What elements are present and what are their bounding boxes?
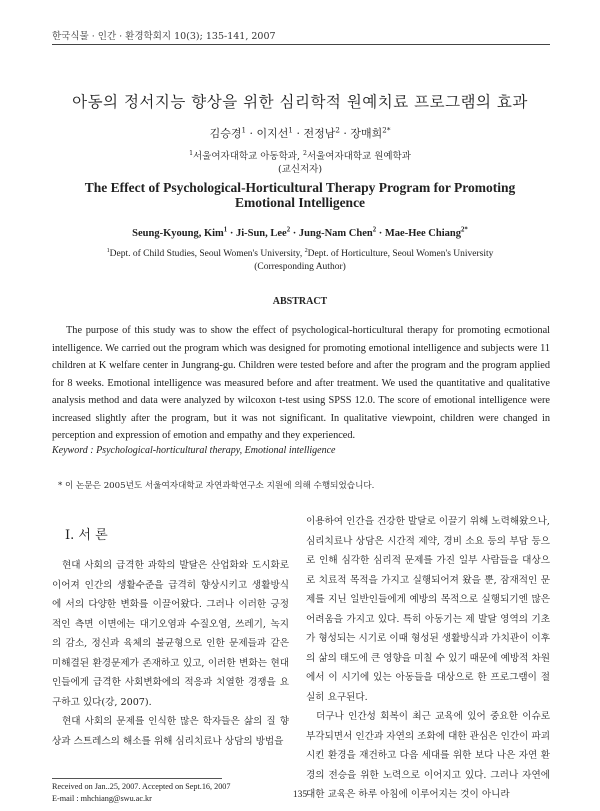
abstract-text: The purpose of this study was to show the effect of psychological-horticultural therapy for promoting ecmotional intelligence. We carried out the program which was designed for promoting emotional intelligence and subjects were 11 children at K welfare center in Jungrang-gu. Children were tested before and after the program and the program applied for 8 weeks. Emotional intelligence was measured before and after treatment. We used the quantitative and qualitative analysis method and data were analyzed by wilcoxon t-test using SPSS 12.0. The score of emotional intelligence were increased slightly after the program, but it was not significant. In qualitative viewpoint, children were changed in perception and expression of emotion and empathy and they experienced. <box>52 325 550 441</box>
header-rule <box>52 44 550 45</box>
paragraph: 현대 사회의 급격한 과학의 발달은 산업화와 도시화로 이어져 인간의 생활수준을 급격히 향상시키고 생활방식에 서의 다양한 변화를 이끌어왔다. 그러나 이러한 긍정적인 측면 이면에는 대기오염과 수질오염, 쓰레기, 녹지의 감소, 정신과 육체의 불균형으로 인한 문제들과 같은 미해결된 환경문제가 존재하고 있고, 이러한 변화는 현대인들에게 급격한 사회변화에의 적응과 치열한 경쟁을 요구하고 있다(강, 2007). <box>52 560 289 708</box>
author-ko: 이지선 <box>256 127 289 140</box>
affiliation-english: $^1$Dept. of Child Studies, Seoul Women's University, $^2$Dept. of Horticulture, Seoul Women's University (Corresponding Author) <box>106 247 494 272</box>
author-ko: 김승경 <box>209 127 242 140</box>
section-title: I. 서 론 <box>65 528 108 543</box>
affiliation-korean: $^1$서울여자대학교 아동학과, $^2$서울여자대학교 원예학과 (교신저자) <box>189 149 411 175</box>
keywords <box>52 445 335 456</box>
title-korean: 아동의 정서지능 향상을 위한 심리학적 원예치료 프로그램의 효과 <box>72 93 528 111</box>
title-english: The Effect of Psychological-Horticultural Therapy Program for Promoting Emotional Intelligence <box>84 180 516 210</box>
keyword-value: Psychological-horticultural therapy, Emotional intelligence <box>96 445 336 456</box>
paragraph: 더구나 인간성 회복이 최근 교육에 있어 중요한 이슈로 부각되면서 인간과 자연의 조화에 대한 관심은 인간이 파괴시킨 환경을 재건하고 다음 세대를 위한 보다 나은 자연 환경의 전승을 위한 노력으로 이어지고 있다. 그러나 자연에 대한 교육은 하루 아침에 이루어지는 것이 아니라 <box>306 711 550 800</box>
author-en: Seung-Kyoung, Kim <box>132 228 224 239</box>
page-number: 135 <box>292 790 308 800</box>
authors-korean: 김승경$^1$ · 이지선$^1$ · 전정남$^2$ · 장매희$^{2*}$ <box>209 125 391 140</box>
author-ko: 전정남 <box>303 127 336 140</box>
paragraph: 현대 사회의 문제를 인식한 많은 학자들은 삶의 질 향상과 스트레스의 해소를 위해 심리치료나 상담의 방법을 <box>52 716 289 747</box>
paragraph: 이용하여 인간을 건강한 발달로 이끌기 위해 노력해왔으나, 심리치료나 상담은 시간적 제약, 경비 소요 등의 부담 등으로 인해 심각한 심리적 문제를 가진 일부 사람들을 대상으로 치료적 목적을 가지고 실행되어져 왔을 뿐, 잠재적인 문제를 지닌 일반인들에게 예방의 목적으로 실행되기엔 많은 어려움을 가지고 있다. 특히 아동기는 제 발달 영역의 기초가 형성되는 시기로 이때 형성된 생활방식과 가치관이 이후의 삶의 태도에 큰 영향을 미칠 수 있기 때문에 예방적 차원에서 이 시기에 있는 아동들을 대상으로 한 프로그램이 절실히 요구된다. <box>306 516 550 703</box>
body-left-column <box>52 556 289 751</box>
journal-header: 한국식물 · 인간 · 환경학회지 10(3); 135-141, 2007 <box>52 31 276 42</box>
authors-english: Seung-Kyoung, Kim$^1$ · Ji-Sun, Lee$^2$ · Jung-Nam Chen$^2$ · Mae-Hee Chiang$^{2*}$ <box>132 226 468 239</box>
received-note: Received on Jan..25, 2007. Accepted on Sept.16, 2007 <box>52 782 231 791</box>
body-right-column <box>306 512 550 805</box>
funding-note: * 이 논문은 2005년도 서울여자대학교 자연과학연구소 지원에 의해 수행되었습니다. <box>58 481 375 491</box>
abstract-heading: ABSTRACT <box>272 296 328 307</box>
keyword-label: Keyword : <box>52 445 97 456</box>
author-ko: 장매희 <box>350 127 383 140</box>
author-en: Ji-Sun, Lee <box>235 228 287 239</box>
author-en: Jung-Nam Chen <box>298 228 373 239</box>
author-en: Mae-Hee Chiang <box>384 228 461 239</box>
footnote-rule <box>52 778 222 779</box>
email-note: E-mail : mhchiang@swu.ac.kr <box>52 793 152 803</box>
